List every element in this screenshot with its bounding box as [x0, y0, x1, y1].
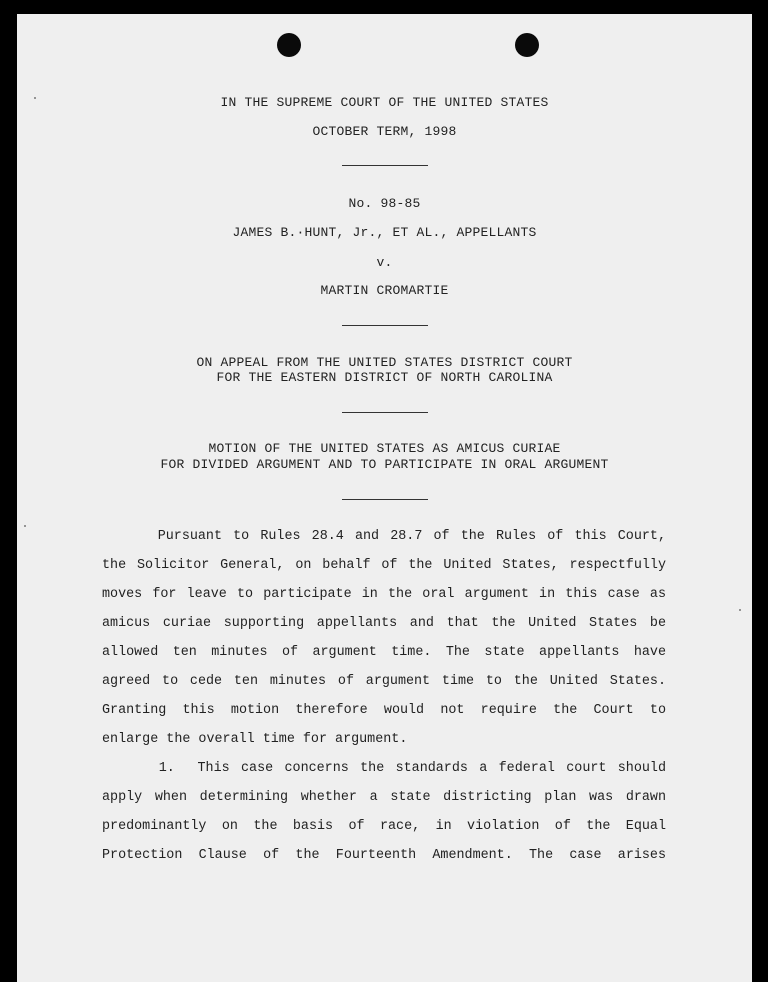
text-line: moves for leave to participate in the oral argument in this case as: [102, 587, 666, 602]
text-line: amicus curiae supporting appellants and that the United States be: [102, 616, 666, 631]
document-page: [17, 14, 752, 982]
text-line: enlarge the overall time for argument.: [102, 732, 408, 747]
court-heading: IN THE SUPREME COURT OF THE UNITED STATES: [220, 95, 549, 110]
divider-rule: [342, 325, 428, 326]
divider-rule: [342, 165, 428, 166]
text-line: the Solicitor General, on behalf of the United States, respectfully: [102, 558, 666, 573]
versus-line: v.: [376, 255, 393, 270]
case-number: No. 98-85: [348, 196, 421, 211]
paragraph-1: [102, 522, 666, 754]
punch-hole-left: [277, 33, 301, 57]
motion-title-line-1: MOTION OF THE UNITED STATES AS AMICUS CURIAE: [208, 441, 561, 456]
motion-title-line-2: FOR DIVIDED ARGUMENT AND TO PARTICIPATE IN ORAL ARGUMENT: [160, 457, 609, 472]
text-line: Granting this motion therefore would not require the Court to: [102, 703, 666, 718]
paragraph-2: [102, 754, 666, 870]
text-line: predominantly on the basis of race, in violation of the Equal: [102, 819, 666, 834]
appeal-line-2: FOR THE EASTERN DISTRICT OF NORTH CAROLINA: [216, 370, 553, 385]
text-line: agreed to cede ten minutes of argument time to the United States.: [102, 674, 666, 689]
text-line: apply when determining whether a state districting plan was drawn: [102, 790, 666, 805]
punch-hole-right: [515, 33, 539, 57]
text-line: 1. This case concerns the standards a federal court should: [102, 761, 666, 776]
text-line: Protection Clause of the Fourteenth Amendment. The case arises: [102, 848, 666, 863]
appellants-line: JAMES B.·HUNT, Jr., ET AL., APPELLANTS: [232, 225, 537, 240]
paper-speck: [24, 525, 26, 527]
appeal-line-1: ON APPEAL FROM THE UNITED STATES DISTRICT COURT: [196, 355, 573, 370]
term-heading: OCTOBER TERM, 1998: [312, 124, 457, 139]
divider-rule: [342, 499, 428, 500]
paper-speck: [739, 609, 741, 611]
text-line: Pursuant to Rules 28.4 and 28.7 of the Rules of this Court,: [102, 529, 666, 544]
appellee-line: MARTIN CROMARTIE: [320, 283, 449, 298]
text-line: allowed ten minutes of argument time. The state appellants have: [102, 645, 666, 660]
divider-rule: [342, 412, 428, 413]
